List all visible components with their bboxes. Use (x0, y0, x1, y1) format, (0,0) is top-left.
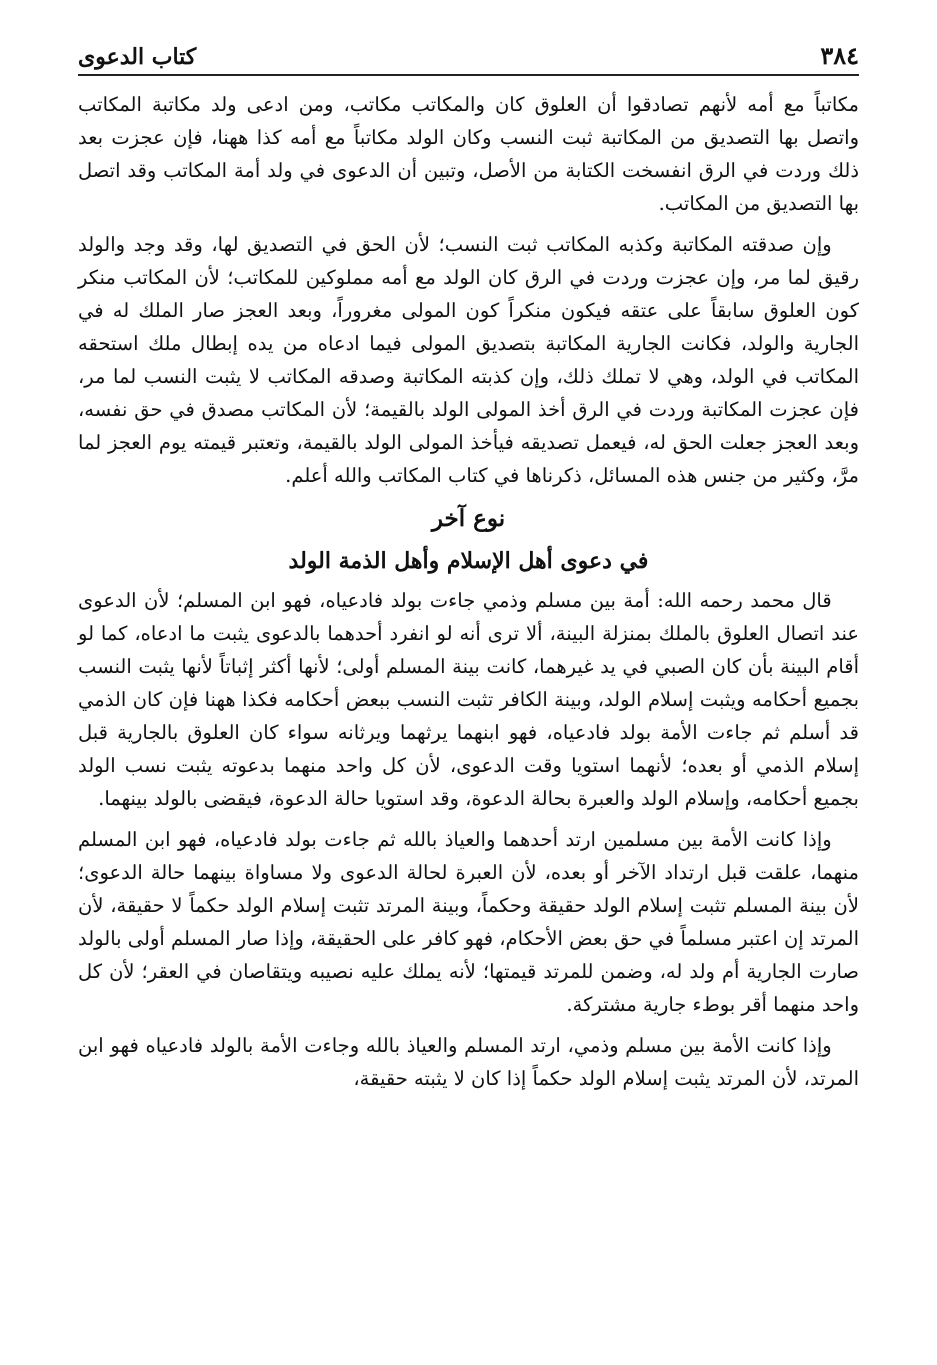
paragraph: مكاتباً مع أمه لأنهم تصادقوا أن العلوق كان والمكاتب مكاتب، ومن ادعى ولد مكاتبة المكاتب واتصل بها التصديق من المكاتبة ثبت النسب وكان الولد مكاتباً مع أمه كذا ههنا، فإن عجزت بعد ذلك وردت في الرق انفسخت الكتابة من الأصل، وتبين أن الدعوى في ولد أمة المكاتب وقد اتصل بها التصديق من المكاتب. (78, 93, 859, 215)
page-body (78, 88, 859, 1103)
section-subheading: في دعوى أهل الإسلام وأهل الذمة الولد (288, 548, 649, 574)
paragraph: قال محمد رحمه الله: أمة بين مسلم وذمي جاءت بولد فادعياه، فهو ابن المسلم؛ لأن الدعوى عند اتصال العلوق بالملك بمنزلة البينة، ألا ترى أنه لو انفرد أحدهما بالدعوى يثبت ما ادعاه، كما لو أقام البينة بأن كان الصبي في يد غيرهما، كانت بينة المسلم أولى؛ لأنها أكثر إثباتاً لأنها يثبت النسب بجميع أحكامه ويثبت إسلام الولد، وبينة الكافر تثبت النسب ببعض أحكامه فكذا ههنا فإن كان الذمي قد أسلم ثم جاءت الأمة بولد فادعياه، فهو ابنهما يرثهما ويرثانه سواء كان العلوق بالجارية قبل إسلام الذمي أو بعده؛ لأنهما استويا وقت الدعوى، لأن كل واحد منهما بدعوته يثبت نسب الولد بجميع أحكامه، وإسلام الولد والعبرة بحالة الدعوة، وقد استويا حالة الدعوة، فيقضى بالولد بينهما. (78, 589, 859, 810)
page-number: ٣٨٤ (820, 41, 859, 70)
section-heading: نوع آخر (431, 505, 506, 532)
paragraph: وإذا كانت الأمة بين مسلمين ارتد أحدهما والعياذ بالله ثم جاءت بولد فادعياه، فهو ابن المسلم منهما، علقت قبل ارتداد الآخر أو بعده، لأن العبرة لحالة الدعوى ولا مساواة بينهما حالة الدعوى؛ لأن بينة المسلم تثبت إسلام الولد حقيقة وحكماً، وبينة المرتد تثبت إسلام الولد حكماً لا حقيقة، لأن المرتد إن اعتبر مسلماً في حق بعض الأحكام، فهو كافر على الحقيقة، وإذا صار المسلم أولى بالولد صارت الجارية أم ولد له، وضمن للمرتد قيمتها؛ لأنه يملك عليه نصيبه ويتقاصان في العقر؛ لأن كل واحد منهما أقر بوطء جارية مشتركة. (78, 828, 859, 1016)
book-title: كتاب الدعوى (78, 44, 197, 70)
paragraph: وإن صدقته المكاتبة وكذبه المكاتب ثبت النسب؛ لأن الحق في التصديق لها، وقد وجد والولد رقيق لما مر، وإن عجزت وردت في الرق كان الولد مع أمه مملوكين للمكاتب؛ لأن المكاتب منكر كون العلوق سابقاً على عتقه فيكون منكراً كون المولى مغروراً، وبعد العجز صار الملك له في الجارية والولد، فكانت الجارية المكاتبة بتصديق المولى فيما ادعاه من يده إبطال ملك استحقه المكاتب في الولد، وهي لا تملك ذلك، وإن كذبته المكاتبة وصدقه المكاتب لا يثبت النسب لما مر، فإن عجزت المكاتبة وردت في الرق أخذ المولى الولد بالقيمة؛ لأن المكاتب مصدق في حق نفسه، وبعد العجز جعلت الحق له، فيعمل تصديقه فيأخذ المولى الولد بالقيمة، وتعتبر قيمته يوم العجز لما مرَّ، وكثير من جنس هذه المسائل، ذكرناها في كتاب المكاتب والله أعلم. (78, 233, 859, 487)
running-header (78, 30, 859, 76)
paragraph: وإذا كانت الأمة بين مسلم وذمي، ارتد المسلم والعياذ بالله وجاءت الأمة بالولد فادعياه فهو ابن المرتد، لأن المرتد يثبت إسلام الولد حكماً إذا كان لا يثبته حقيقة، (78, 1034, 859, 1090)
